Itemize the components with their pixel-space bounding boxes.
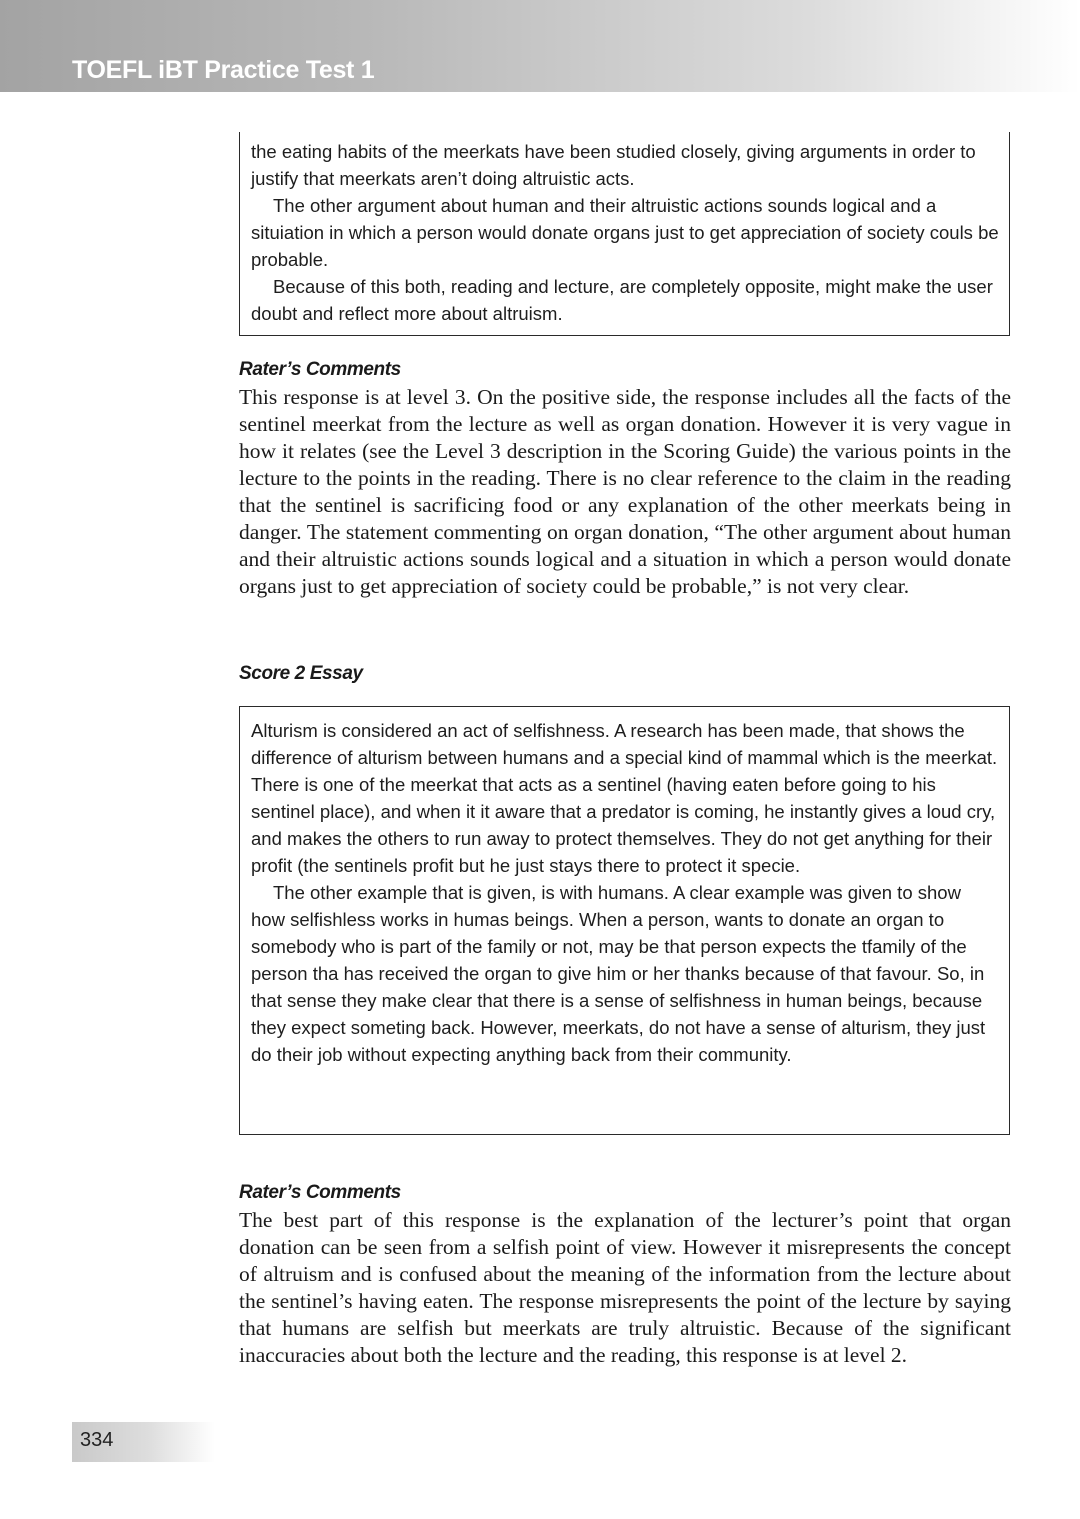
score3-essay-box-continued (239, 132, 1010, 336)
raters-comments-text: This response is at level 3. On the positive side, the response includes all the facts of the sentinel meerkat from the lecture as well as organ donation. However it is very vague in how it relates (see the Level 3 description in the Scoring Guide) the various points in the lecture to the points in the reading. There is no clear reference to the claim in the reading that the sentinel is sacrificing food or any explanation of the other meerkats being in danger. The statement commenting on organ donation, “The other argument about human and their altruistic actions sounds logical and a situation in which a person would donate organs just to get appreciation of society could be probable,” is not very clear. (239, 385, 1011, 598)
raters-comments-heading: Rater’s Comments (239, 359, 401, 380)
score2-essay-heading: Score 2 Essay (239, 663, 363, 684)
page-header-title: TOEFL iBT Practice Test 1 (72, 56, 375, 84)
raters-comments-text: The best part of this response is the explanation of the lecturer’s point that organ donation can be seen from a selfish point of view. However it misrepresents the concept of altruism and is confused about the meaning of the information from the lecture about the sentinel’s having eaten. The response misrepresents the point of the lecture by saying that humans are selfish but meerkats are truly altruistic. Because of the significant inaccuracies about both the lecture and the reading, this response is at level 2. (239, 1208, 1011, 1367)
score2-essay-box (239, 706, 1010, 1135)
page-number: 334 (80, 1429, 114, 1451)
essay-paragraph: The other example that is given, is with humans. A clear example was given to show how selfishless works in humas beings. When a person, wants to donate an organ to somebody who is part of the family or not, may be that person expects the tfamily of the person tha has received the organ to give him or her thanks because of that favour. So, in that sense they make clear that there is a sense of selfishness in human beings, because they expect someting back. However, meerkats, do not have a sense of alturism, they just do their job without expecting anything back from their community. (251, 882, 986, 1065)
essay-paragraph: Alturism is considered an act of selfishness. A research has been made, that shows the difference of alturism between humans and a special kind of mammal which is the meerkat. There is one of the meerkat that acts as a sentinel (having eaten before going to his sentinel place), and when it it aware that a predator is coming, he instantly gives a loud cry, and makes the others to run away to protect themselves. They do not get anything for their profit (the sentinels profit but he just stays there to protect it specie. (251, 720, 998, 876)
essay-paragraph: The other argument about human and their altruistic actions sounds logical and a situiation in which a person would donate organs just to get appreciation of society couls be probable. (251, 195, 999, 270)
raters-comments-heading: Rater’s Comments (239, 1182, 401, 1203)
essay-paragraph: Because of this both, reading and lecture, are completely opposite, might make the user doubt and reflect more about altruism. (251, 276, 993, 324)
essay-paragraph: the eating habits of the meerkats have been studied closely, giving arguments in order to justify that meerkats aren’t doing altruistic acts. (251, 141, 976, 189)
